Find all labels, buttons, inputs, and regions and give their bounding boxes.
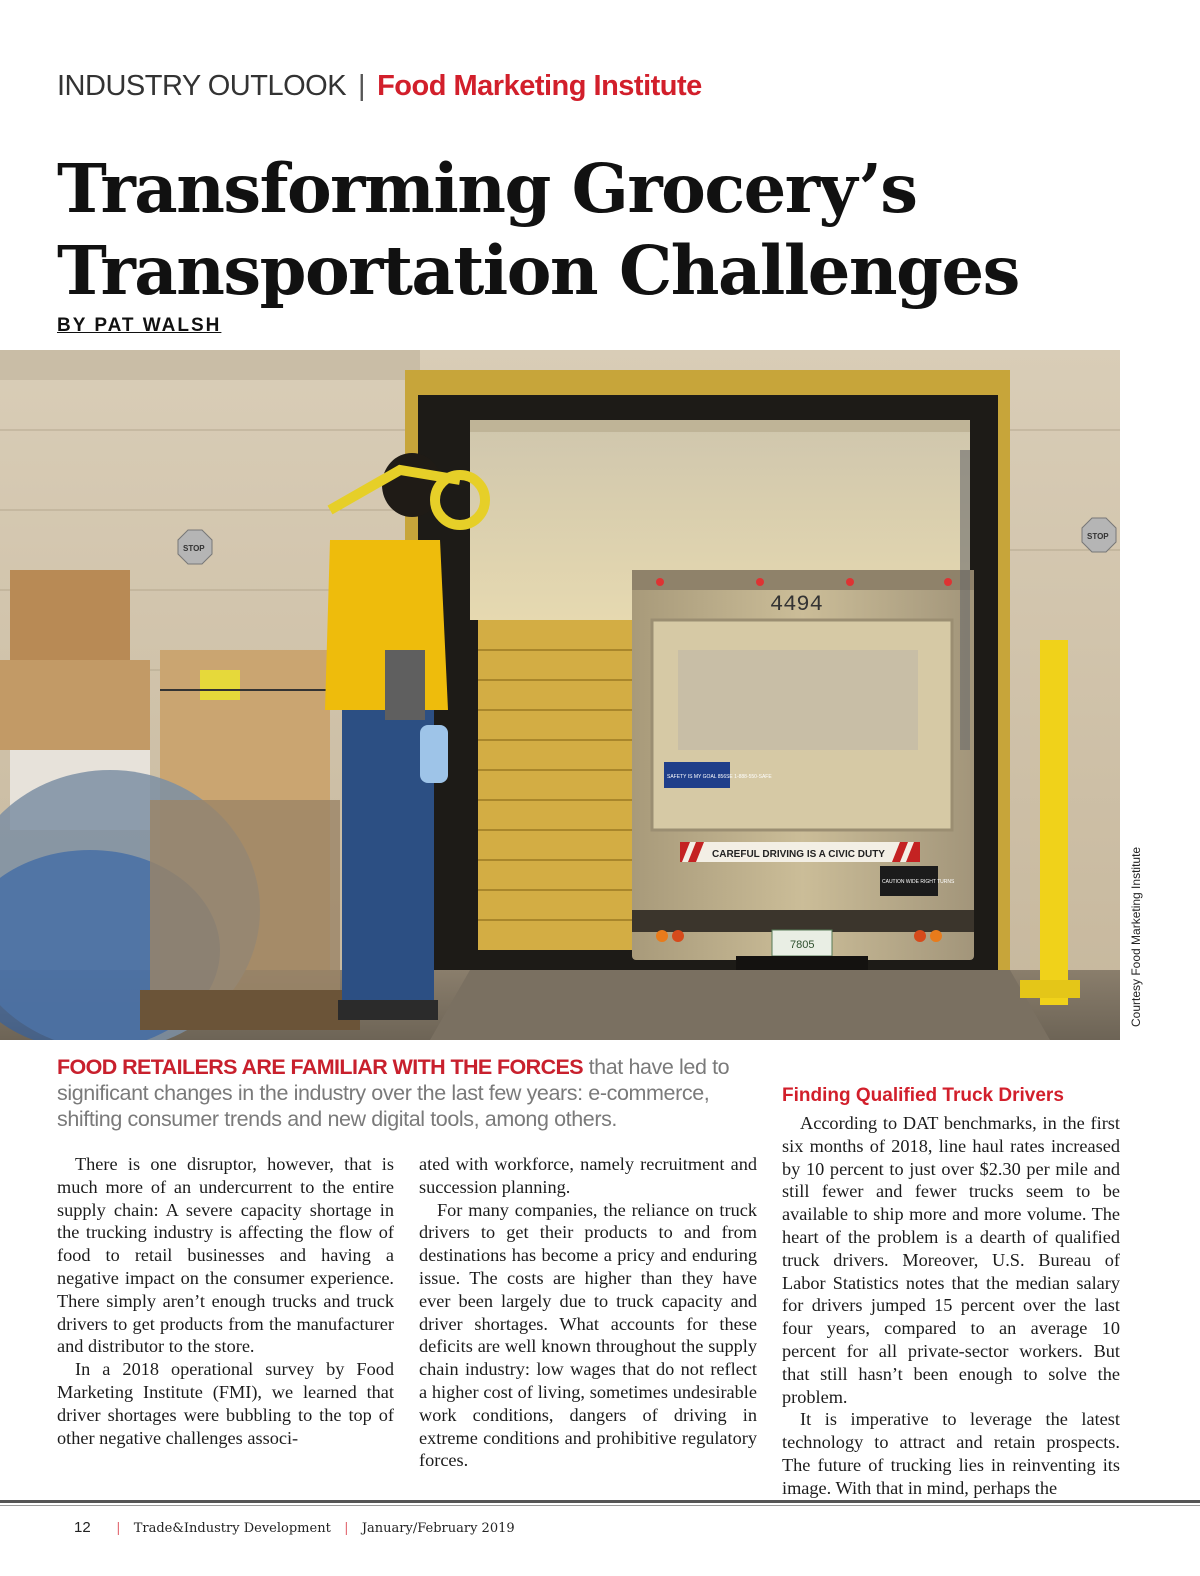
stop-sign-left [178, 530, 212, 564]
body-column-2 [419, 1153, 757, 1472]
dock-leveler [430, 970, 1050, 1040]
footer-rule [0, 1500, 1200, 1503]
footer-separator-icon: | [116, 1520, 120, 1536]
byline: BY PAT WALSH [57, 315, 222, 336]
header-separator: | [358, 70, 366, 102]
hero-photo [0, 350, 1120, 1040]
caution-sticker-text: CAUTION WIDE RIGHT TURNS [882, 879, 955, 885]
subheading: Finding Qualified Truck Drivers [782, 1085, 1064, 1106]
publication-name: Trade&Industry Development [133, 1521, 331, 1536]
deck-lead: FOOD RETAILERS ARE FAMILIAR WITH THE FORCES [57, 1055, 584, 1079]
section-header [57, 70, 702, 103]
truck-number: 4494 [770, 592, 823, 617]
paragraph: ated with workforce, namely recruitment and succession planning. [419, 1154, 757, 1197]
bumper-text: CAREFUL DRIVING IS A CIVIC DUTY [712, 849, 885, 860]
paragraph: In a 2018 operational survey by Food Marketing Institute (FMI), we learned that driver shortages were bubbling to the top of other negative challenges associ- [57, 1359, 394, 1448]
roll-up-door [478, 620, 658, 950]
photo-credit-text: Courtesy Food Marketing Institute [1129, 846, 1143, 1027]
wrapped-pallet [0, 770, 360, 1040]
footer-separator-icon: | [344, 1520, 348, 1536]
stop-sign-right-text: STOP [1087, 532, 1109, 541]
organization-name: Food Marketing Institute [377, 70, 702, 102]
paragraph: For many companies, the reliance on truck drivers to get their products to and from destinations has become a pricy and enduring issue. The costs are higher than they have ever been largely due to truck capacity and driver shortages. What accounts for these deficits are well known throughout the supply chain industry: low wages that do not reflect a higher cost of living, sometimes undesirable work conditions, dangers of driving in extreme conditions and prohibitive regulatory forces. [419, 1199, 757, 1471]
page-footer [74, 1519, 515, 1537]
yellow-bollard [1040, 640, 1068, 1005]
issue-date: January/February 2019 [361, 1521, 515, 1536]
article-title [57, 148, 1019, 312]
deck-text: that have led to significant changes in the industry over the last few years: e-commerce, shifting consumer trends and new digital tools, among others. [57, 1055, 730, 1131]
paragraph: It is imperative to leverage the latest technology to attract and retain prospects. The future of trucking lies in reinventing its image. With that in mind, perhaps the [782, 1409, 1120, 1498]
title-line-1: Transforming Grocery’s [57, 149, 917, 228]
photo-credit [1126, 350, 1146, 1040]
blank-panel [678, 650, 918, 750]
body-column-1 [57, 1153, 394, 1449]
body-column-3 [782, 1084, 1120, 1500]
stop-sign-left-text: STOP [183, 544, 205, 553]
section-label: INDUSTRY OUTLOOK [57, 70, 347, 102]
paragraph: According to DAT benchmarks, in the first six months of 2018, line haul rates increased by 10 percent to just over $2.30 per mile and still fewer and fewer trucks seem to be available to ship more and more volume. The heart of the problem is a dearth of qualified truck drivers. Moreover, U.S. Bureau of Labor Statistics notes that the median salary for drivers jumped 15 percent over the last four years, compared to an average 10 percent for all private-sector workers. But that still hasn’t been enough to solve the problem. [782, 1113, 1120, 1407]
stop-sign-right [1082, 518, 1116, 552]
safety-decal-text: SAFETY IS MY GOAL 856SE 1-888-550-SAFE [667, 774, 772, 780]
page-number: 12 [74, 1519, 91, 1536]
title-line-2: Transportation Challenges [57, 231, 1019, 310]
article-deck [57, 1054, 757, 1132]
footer-rule-thin [0, 1505, 1200, 1506]
paragraph: There is one disruptor, however, that is much more of an undercurrent to the entire supply chain: A severe capacity shortage in the trucking industry is affecting the flow of food to retail businesses and having a negative impact on the consumer experience. There simply aren’t enough trucks and truck drivers to get products from the manufacturer and distributor to the store. [57, 1154, 394, 1357]
license-plate-text: 7805 [790, 939, 815, 951]
